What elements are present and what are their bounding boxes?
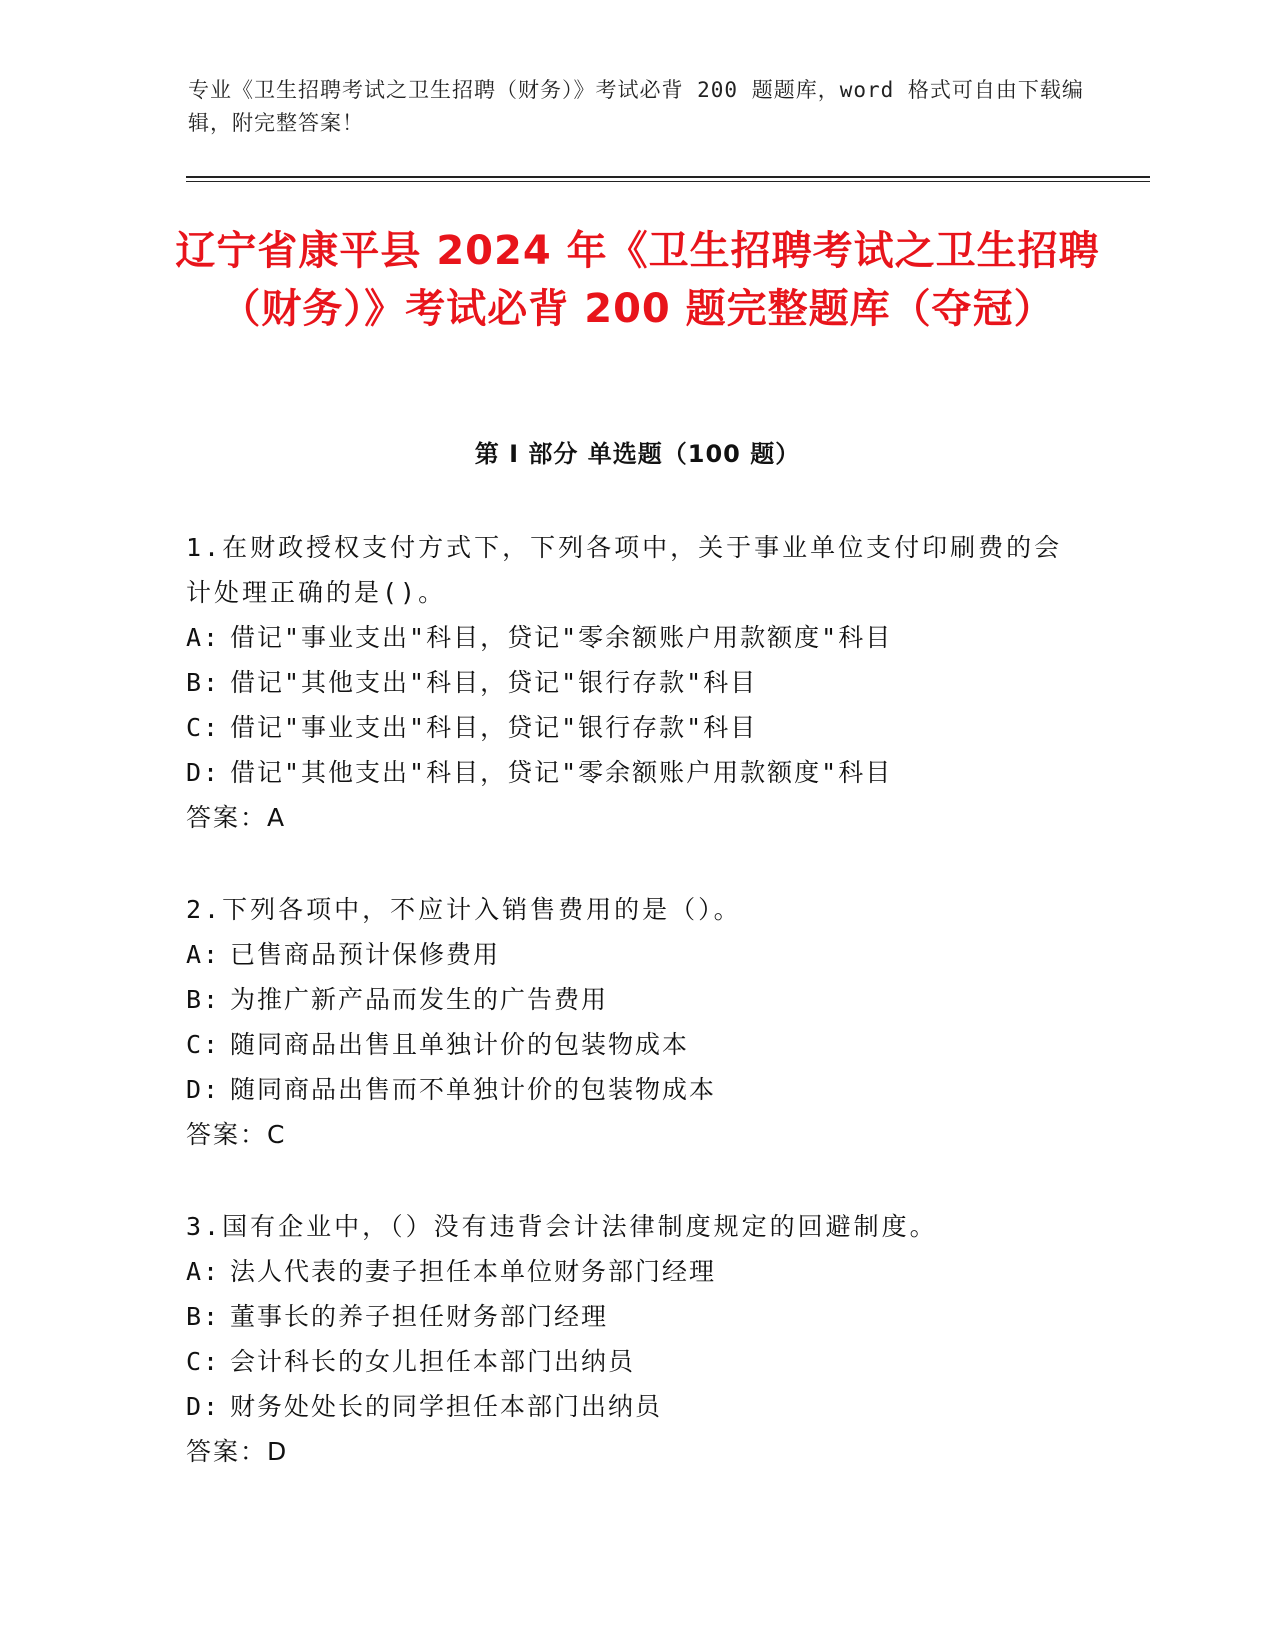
option-text: 财务处处长的同学担任本部门出纳员 [230,1392,663,1421]
section-title: 第 I 部分 单选题（100 题） [474,440,801,468]
header-rule [186,176,1150,178]
option-letter: A: [186,1257,221,1286]
header-note: 专业《卫生招聘考试之卫生招聘（财务）》考试必背 200 题题库，word 格式可自由下载编辑，附完整答案！ [188,78,1084,135]
option-a [186,1249,1086,1294]
option-letter: C: [186,1030,221,1059]
question-stem: 2.下列各项中，不应计入销售费用的是（）。 [186,895,742,924]
option-letter: B: [186,668,221,697]
option-b [186,977,1086,1022]
question-2 [186,887,1086,1157]
option-a [186,932,1086,977]
option-text: 为推广新产品而发生的广告费用 [230,985,609,1014]
option-letter: B: [186,1302,221,1331]
option-text: 已售商品预计保修费用 [230,940,501,969]
question-stem: 1.在财政授权支付方式下，下列各项中，关于事业单位支付印刷费的会计处理正确的是()。 [186,533,1063,607]
option-letter: A: [186,940,221,969]
question-3 [186,1204,1086,1474]
option-text: 董事长的养子担任财务部门经理 [230,1302,609,1331]
answer: 答案：C [186,1120,287,1149]
option-text: 借记"其他支出"科目，贷记"零余额账户用款额度"科目 [230,758,893,787]
option-c [186,1022,1086,1067]
option-d [186,750,1086,795]
option-c [186,1339,1086,1384]
question-stem: 3.国有企业中，（）没有违背会计法律制度规定的回避制度。 [186,1212,938,1241]
option-text: 借记"事业支出"科目，贷记"银行存款"科目 [230,713,758,742]
header-rule-thin [186,181,1150,182]
option-text: 随同商品出售且单独计价的包装物成本 [230,1030,690,1059]
option-letter: B: [186,985,221,1014]
option-d [186,1067,1086,1112]
option-letter: C: [186,1347,221,1376]
option-letter: C: [186,713,221,742]
option-d [186,1384,1086,1429]
option-text: 借记"事业支出"科目，贷记"零余额账户用款额度"科目 [230,623,893,652]
question-list [186,525,1086,1521]
answer: 答案：A [186,803,287,832]
option-letter: D: [186,1392,221,1421]
option-text: 法人代表的妻子担任本单位财务部门经理 [230,1257,717,1286]
option-text: 借记"其他支出"科目，贷记"银行存款"科目 [230,668,758,697]
option-letter: A: [186,623,221,652]
document-title: 辽宁省康平县 2024 年《卫生招聘考试之卫生招聘（财务）》考试必背 200 题完整题库（夺冠） [175,228,1100,332]
answer: 答案：D [186,1437,289,1466]
question-1 [186,525,1086,840]
option-text: 随同商品出售而不单独计价的包装物成本 [230,1075,717,1104]
option-text: 会计科长的女儿担任本部门出纳员 [230,1347,636,1376]
option-b [186,660,1086,705]
option-c [186,705,1086,750]
option-b [186,1294,1086,1339]
option-letter: D: [186,1075,221,1104]
option-letter: D: [186,758,221,787]
option-a [186,615,1086,660]
